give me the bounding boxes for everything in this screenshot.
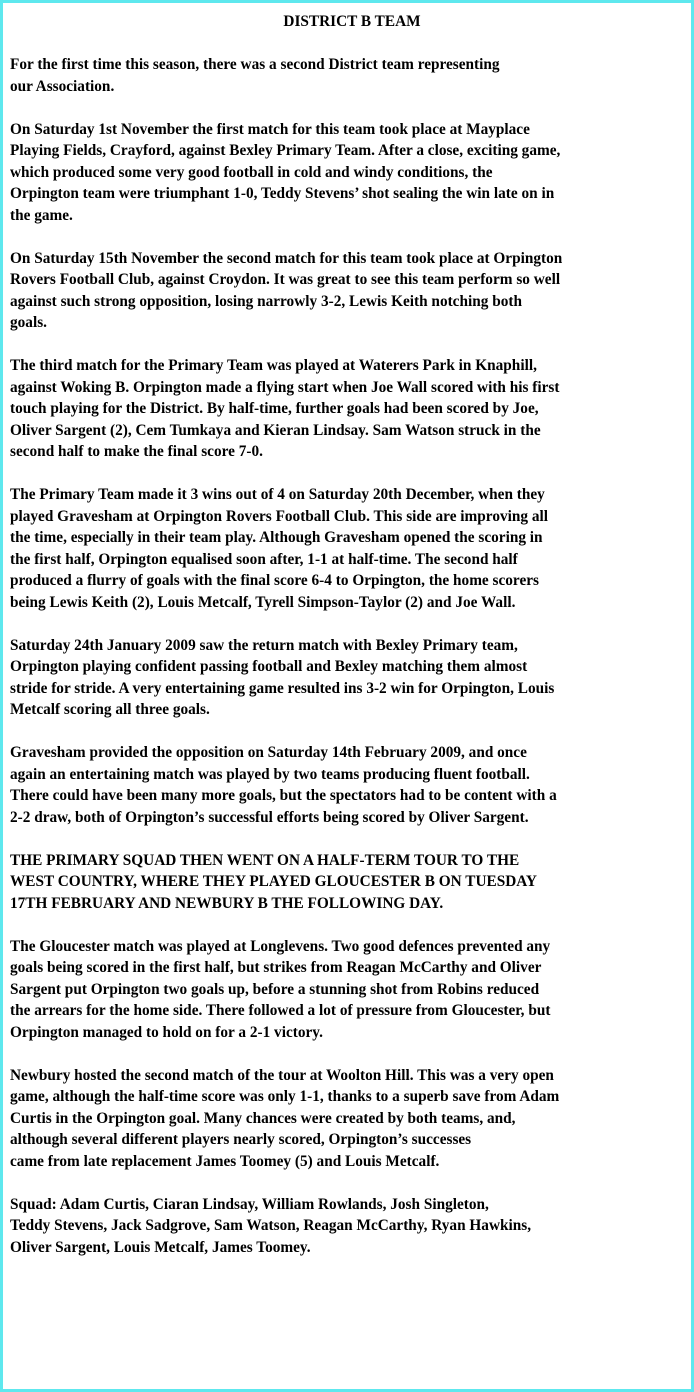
text-line: which produced some very good football in cold and windy conditions, the (10, 163, 493, 181)
text-line: Metcalf scoring all three goals. (10, 701, 210, 718)
text-line: Teddy Stevens, Jack Sadgrove, Sam Watson, Reagan McCarthy, Ryan Hawkins, (10, 1217, 532, 1234)
paragraph (10, 248, 690, 334)
text-line: the game. (10, 206, 73, 224)
text-line: Orpington managed to hold on for a 2-1 victory. (10, 1023, 323, 1041)
text-line: Oliver Sargent, Louis Metcalf, James Toomey. (10, 1238, 311, 1256)
article-body (10, 11, 690, 1280)
text-line: although several different players nearly scored, Orpington’s successes (10, 1131, 472, 1148)
text-line: goals. (10, 314, 47, 331)
text-line: On Saturday 1st November the first match for this team took place at Mayplace (10, 120, 530, 138)
text-line: touch playing for the District. By half-time, further goals had been scored by Joe, (10, 400, 539, 417)
paragraph (10, 742, 690, 828)
text-line: against Woking B. Orpington made a flying start when Joe Wall scored with his first (10, 378, 560, 396)
text-line: Curtis in the Orpington goal. Many chances were created by both teams, and, (10, 1109, 516, 1127)
text-line: The third match for the Primary Team was played at Waterers Park in Knaphill, (10, 357, 537, 374)
text-line: WEST COUNTRY, WHERE THEY PLAYED GLOUCESTER B ON TUESDAY (10, 873, 537, 890)
text-line: Saturday 24th January 2009 saw the return match with Bexley Primary team, (10, 636, 518, 654)
text-line: played Gravesham at Orpington Rovers Football Club. This side are improving all (10, 507, 548, 525)
text-line: our Association. (10, 77, 115, 95)
text-line: Orpington team were triumphant 1-0, Teddy Stevens’ shot sealing the win late on in (10, 185, 555, 202)
text-line: the time, especially in their team play. Although Gravesham opened the scoring in (10, 529, 543, 546)
text-line: Sargent put Orpington two goals up, before a stunning shot from Robins reduced (10, 980, 540, 998)
text-line: produced a flurry of goals with the final score 6-4 to Orpington, the home scorers (10, 572, 539, 589)
text-line: goals being scored in the first half, but strikes from Reagan McCarthy and Oliver (10, 959, 542, 976)
paragraph (10, 936, 690, 1044)
text-line: came from late replacement James Toomey (5) and Louis Metcalf. (10, 1152, 440, 1170)
paragraph (10, 355, 690, 463)
paragraph (10, 1194, 690, 1259)
text-line: THE PRIMARY SQUAD THEN WENT ON A HALF-TERM TOUR TO THE (10, 851, 520, 869)
paragraph (10, 484, 690, 613)
page-title: DISTRICT B TEAM (283, 13, 421, 30)
text-line: Playing Fields, Crayford, against Bexley Primary Team. After a close, exciting game, (10, 142, 561, 159)
paragraph (10, 1065, 690, 1173)
text-line: against such strong opposition, losing narrowly 3-2, Lewis Keith notching both (10, 292, 522, 310)
text-line: 2-2 draw, both of Orpington’s successful efforts being scored by Oliver Sargent. (10, 808, 529, 826)
text-line: being Lewis Keith (2), Louis Metcalf, Tyrell Simpson-Taylor (2) and Joe Wall. (10, 593, 516, 611)
paragraph (10, 119, 690, 227)
text-line: Rovers Football Club, against Croydon. It was great to see this team perform so well (10, 271, 561, 288)
text-line: game, although the half-time score was only 1-1, thanks to a superb save from Adam (10, 1088, 560, 1105)
text-line: Oliver Sargent (2), Cem Tumkaya and Kieran Lindsay. Sam Watson struck in the (10, 421, 541, 439)
text-line: the arrears for the home side. There followed a lot of pressure from Gloucester, but (10, 1002, 551, 1019)
text-line: The Gloucester match was played at Longlevens. Two good defences prevented any (10, 937, 551, 955)
text-line: 17TH FEBRUARY AND NEWBURY B THE FOLLOWING DAY. (10, 894, 444, 912)
text-line: Gravesham provided the opposition on Saturday 14th February 2009, and once (10, 744, 527, 761)
text-line: the first half, Orpington equalised soon after, 1-1 at half-time. The second half (10, 550, 518, 568)
paragraph (10, 850, 690, 915)
paragraph (10, 54, 690, 97)
text-line: Newbury hosted the second match of the tour at Woolton Hill. This was a very open (10, 1066, 554, 1084)
text-line: There could have been many more goals, but the spectators had to be content with a (10, 787, 557, 804)
paragraph-list (10, 54, 690, 1258)
text-line: second half to make the final score 7-0. (10, 443, 263, 460)
text-line: The Primary Team made it 3 wins out of 4 on Saturday 20th December, when they (10, 486, 545, 503)
paragraph (10, 635, 690, 721)
text-line: stride for stride. A very entertaining game resulted ins 3-2 win for Orpington, Louis (10, 679, 555, 697)
text-line: again an entertaining match was played by two teams producing fluent football. (10, 765, 530, 783)
text-line: On Saturday 15th November the second match for this team took place at Orpington (10, 249, 563, 267)
text-line: Squad: Adam Curtis, Ciaran Lindsay, William Rowlands, Josh Singleton, (10, 1195, 489, 1213)
text-line: Orpington playing confident passing football and Bexley matching them almost (10, 658, 528, 675)
text-line: For the first time this season, there was a second District team representing (10, 56, 500, 73)
